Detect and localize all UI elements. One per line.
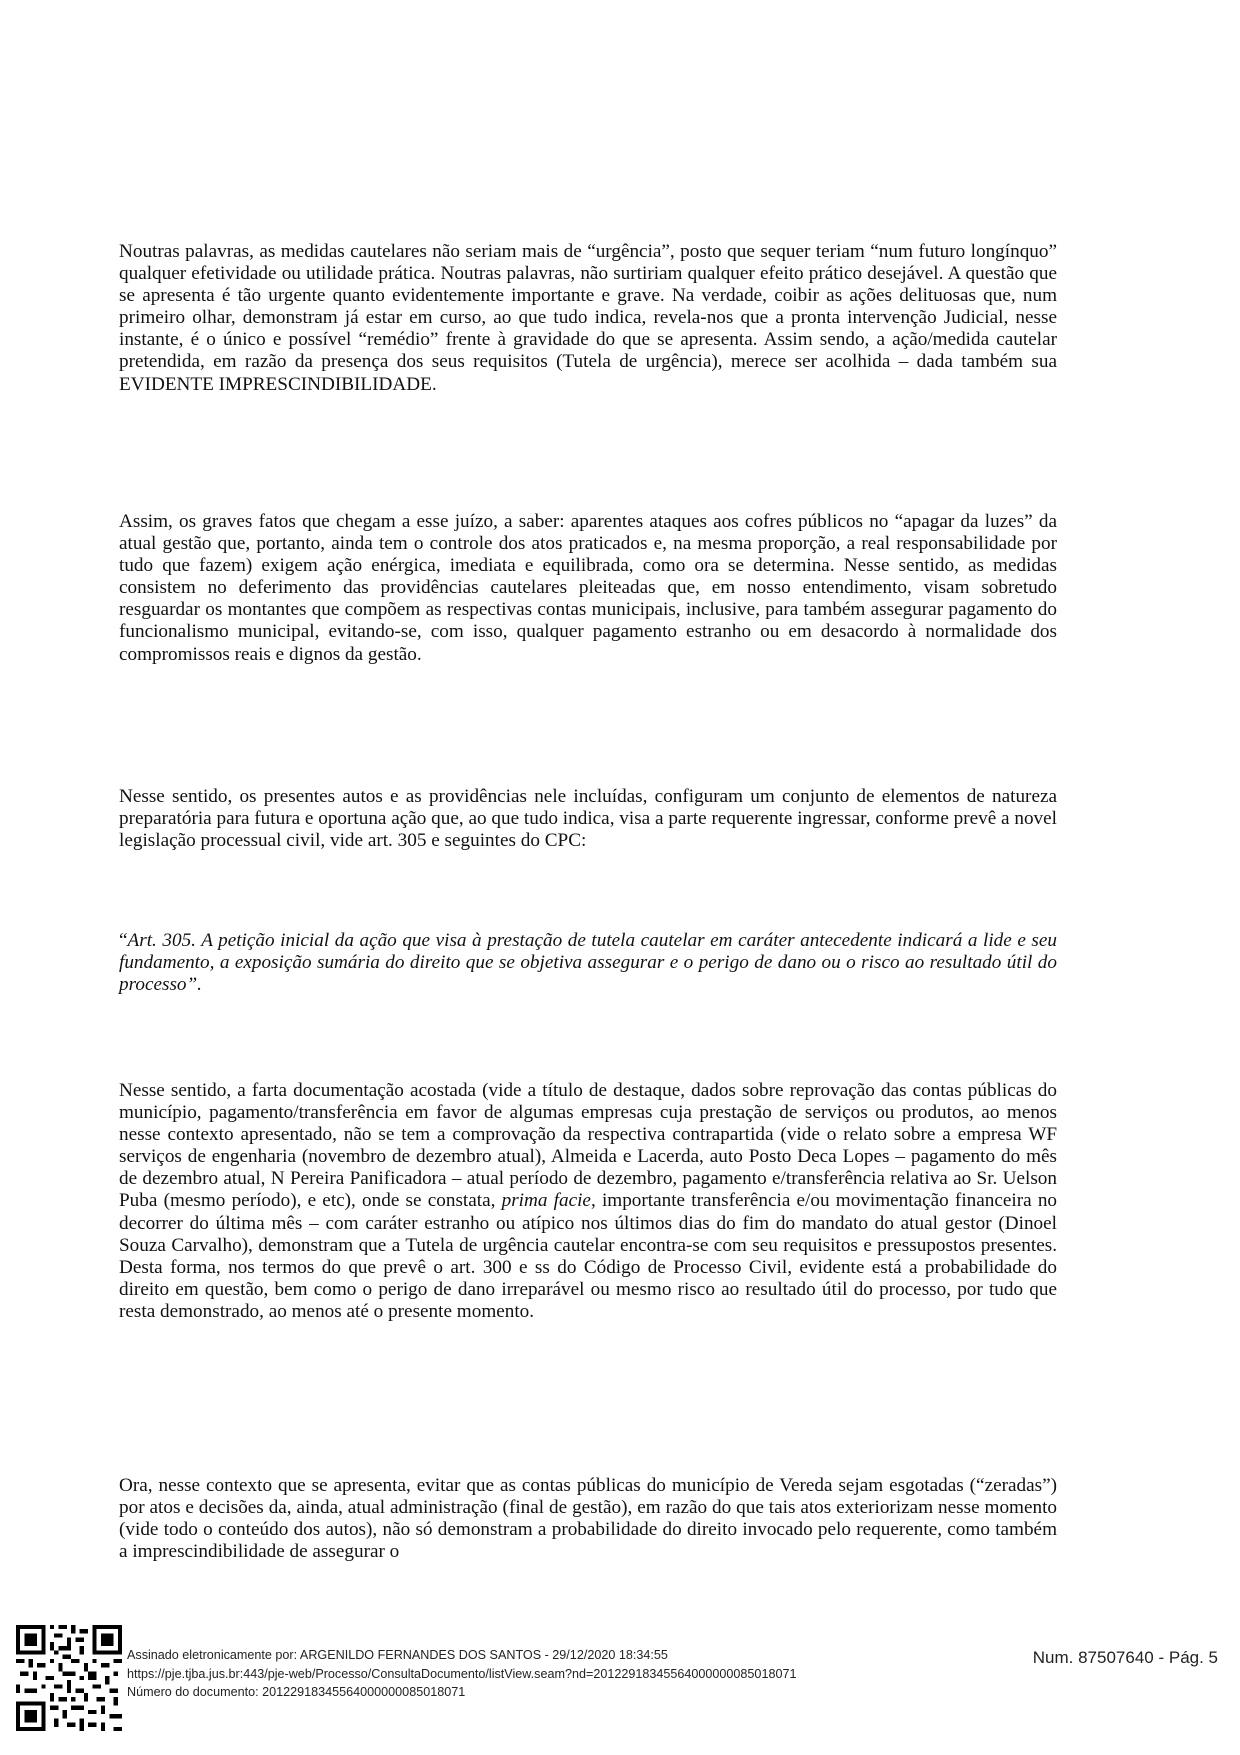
paragraph-municipal-accounts: Ora, nesse contexto que se apresenta, evitar que as contas públicas do município de Vereda sejam esgotadas (“zeradas”) por atos e decisões da, ainda, atual administração (final de gestão), em razão do que tais atos exteriorizam nesse momento (vide todo o conteúdo dos autos), não só demonstram a probabilidade do direito invocado pelo requerente, como também a imprescindibilidade de assegurar o xyxy=(119,1475,1057,1563)
paragraph-urgency: Noutras palavras, as medidas cautelares não seriam mais de “urgência”, posto que sequer teriam “num futuro longínquo” qualquer efetividade ou utilidade prática. Noutras palavras, não surtiriam qualquer efeito prático desejável. A questão que se apresenta é tão urgente quanto evidentemente importante e grave. Na verdade, coibir as ações delituosas que, num primeiro olhar, demonstram já estar em curso, ao que tudo indica, revela-nos que a pronta intervenção Judicial, nesse instante, é o único e possível “remédio” frente à gravidade do que se apresenta. Assim sendo, a ação/medida cautelar pretendida, em razão da presença dos seus requisitos (Tutela de urgência), merece ser acolhida – dada também sua EVIDENTE IMPRESCINDIBILIDADE. xyxy=(119,241,1057,395)
signature-footer xyxy=(0,1620,1240,1755)
qr-code-icon xyxy=(16,1625,122,1731)
prima-facie-term: prima facie xyxy=(501,1190,591,1212)
signature-info xyxy=(127,1646,796,1702)
paragraph-documentation xyxy=(119,1080,1057,1323)
signed-by-line: Assinado eletronicamente por: ARGENILDO FERNANDES DOS SANTOS - 29/12/2020 18:34:55 xyxy=(127,1648,668,1662)
document-number: Número do documento: 20122918345564000000085018071 xyxy=(127,1685,466,1700)
quote-art-305 xyxy=(119,930,1057,996)
page-reference: Num. 87507640 - Pág. 5 xyxy=(1032,1648,1218,1667)
paragraph-preparatory: Nesse sentido, os presentes autos e as providências nele incluídas, configuram um conjunto de elementos de natureza preparatória para futura e oportuna ação que, ao que tudo indica, visa a parte requerente ingressar, conforme prevê a novel legislação processual civil, vide art. 305 e seguintes do CPC: xyxy=(119,786,1057,852)
paragraph-grave-facts: Assim, os graves fatos que chegam a esse juízo, a saber: aparentes ataques aos cofres públicos no “apagar da luzes” da atual gestão que, portanto, ainda tem o controle dos atos praticados e, na mesma proporção, a real responsabilidade por tudo que fazem) exigem ação enérgica, imediata e equilibrada, como ora se determina. Nesse sentido, as medidas consistem no deferimento das providências cautelares pleiteadas que, em nosso entendimento, visam sobretudo resguardar os montantes que compõem as respectivas contas municipais, inclusive, para também assegurar pagamento do funcionalismo municipal, evitando-se, com isso, qualquer pagamento estranho ou em desacordo à normalidade dos compromissos reais e dignos da gestão. xyxy=(119,511,1057,665)
document-url: https://pje.tjba.jus.br:443/pje-web/Processo/ConsultaDocumento/listView.seam?nd=20122918345564000000085018071 xyxy=(127,1666,797,1681)
paragraph-documentation-part-a: Nesse sentido, a farta documentação acostada (vide a título de destaque, dados sobre reprovação das contas públicas do município, pagamento/transferência em favor de algumas empresas cuja prestação de serviços ou produtos, ao menos nesse contexto apresentado, não se tem a comprovação da respectiva contrapartida (vide o relato sobre a empresa WF serviços de engenharia (novembro de dezembro atual), Almeida e Lacerda, auto Posto Deca Lopes – pagamento do mês de dezembro atual, N Pereira Panificadora – atual período de dezembro, pagamento e/transferência relativa ao Sr. Uelson Puba (mesmo período), e etc), onde se constata, xyxy=(119,1080,1057,1212)
open-quote: “ xyxy=(119,930,128,951)
quote-text: Art. 305. A petição inicial da ação que visa à prestação de tutela cautelar em caráter antecedente indicará a lide e seu fundamento, a exposição sumária do direito que se objetiva assegurar e o perigo de dano ou o risco ao resultado útil do processo”. xyxy=(119,930,1057,996)
paragraph-documentation-part-b: , importante transferência e/ou movimentação financeira no decorrer do última mês – com caráter estranho ou atípico nos últimos dias do fim do mandato do atual gestor (Dinoel Souza Carvalho), demonstram que a Tutela de urgência cautelar encontra-se com seu requisitos e pressupostos presentes. Desta forma, nos termos do que prevê o art. 300 e ss do Código de Processo Civil, evidente está a probabilidade do direito em questão, bem como o perigo de dano irreparável ou mesmo risco ao resultado útil do processo, por tudo que resta demonstrado, ao menos até o presente momento. xyxy=(119,1190,1058,1322)
